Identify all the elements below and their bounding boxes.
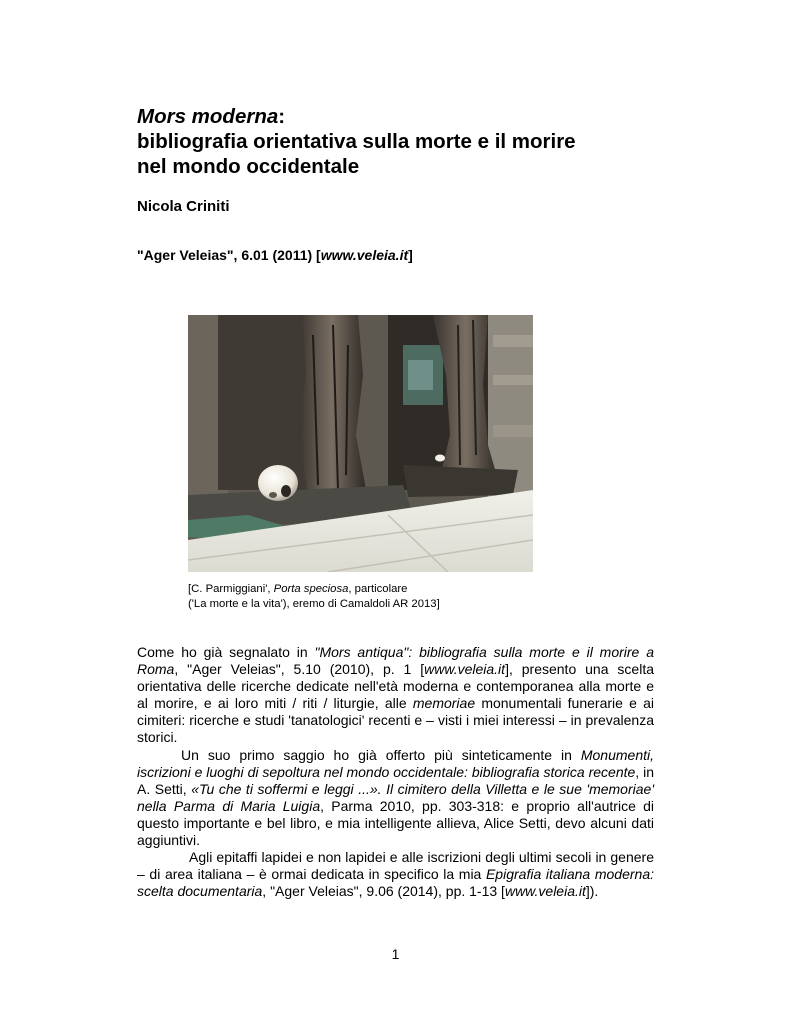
italic-run: www.veleia.it <box>504 883 586 900</box>
caption-line-2: ('La morte e la vita'), eremo di Camaldoli AR 2013] <box>188 598 440 610</box>
text-run: ], presento una scelta orientativa delle ricerche dedicate nell'età moderna e contemporanea alla morte e al morire, e ai loro miti / riti / liturgie, alle <box>137 661 654 712</box>
source-citation <box>137 247 413 263</box>
source-prefix: "Ager Veleias", 6.01 (2011) [ <box>137 247 321 263</box>
page-number: 1 <box>391 946 400 962</box>
text-run: , in A. Setti, <box>137 763 654 797</box>
paragraph-1 <box>137 644 654 747</box>
paragraph-3 <box>137 849 654 900</box>
title-line-2: bibliografia orientativa sulla morte e il morire <box>137 130 576 153</box>
text-run: Un suo primo saggio ho già offerto più sinteticamente in <box>181 746 581 763</box>
caption-text-b: , particolare <box>348 583 408 595</box>
body-text <box>137 644 654 900</box>
text-run: , "Ager Veleias", 5.10 (2010), p. 1 [ <box>174 661 425 678</box>
caption-artwork-title: Porta speciosa <box>273 583 349 595</box>
text-run: monumentali funerarie e ai cimiteri: ricerche e studi 'tanatologici' recenti e – visti i miei interessi – in prevalenza storici. <box>137 695 654 746</box>
source-suffix: ] <box>408 247 413 263</box>
italic-run: memoriae <box>412 695 476 712</box>
caption-text-a: [C. Parmiggiani', <box>188 583 274 595</box>
italic-run: www.veleia.it <box>424 661 506 678</box>
text-run: Come ho già segnalato in <box>137 644 315 660</box>
italic-run: Epigrafia italiana moderna: scelta documentaria <box>137 866 654 900</box>
sculpture-photo <box>188 315 533 572</box>
figure-caption <box>188 582 440 612</box>
document-title <box>137 104 576 179</box>
title-colon: : <box>278 105 286 128</box>
italic-run: «Tu che ti soffermi e leggi ...». Il cimitero della Villetta e le sue 'memoriae' nella Parma di Maria Luigia <box>137 780 654 814</box>
text-run: Agli epitaffi lapidei e non lapidei e alle iscrizioni degli ultimi secoli in genere – di area italiana – è ormai dedicata in specifico la mia <box>137 849 654 883</box>
title-line-3: nel mondo occidentale <box>137 155 360 178</box>
title-italic: Mors moderna <box>137 105 279 128</box>
italic-run: Monumenti, iscrizioni e luoghi di sepoltura nel mondo occidentale: bibliografia storica recente <box>137 746 654 780</box>
paragraph-2 <box>137 747 654 850</box>
text-run: , "Ager Veleias", 9.06 (2014), pp. 1-13 [ <box>262 883 505 900</box>
author-name: Nicola Criniti <box>137 198 230 215</box>
source-url: www.veleia.it <box>320 247 409 263</box>
text-run: , Parma 2010, pp. 303-318: e proprio all'autrice di questo importante e bel libro, e mia intelligente allieva, Alice Setti, devo alcuni dati aggiuntivi. <box>137 797 655 849</box>
italic-run: "Mors antiqua": bibliografia sulla morte e il morire a Roma <box>137 644 654 678</box>
text-run: ]). <box>585 883 599 900</box>
